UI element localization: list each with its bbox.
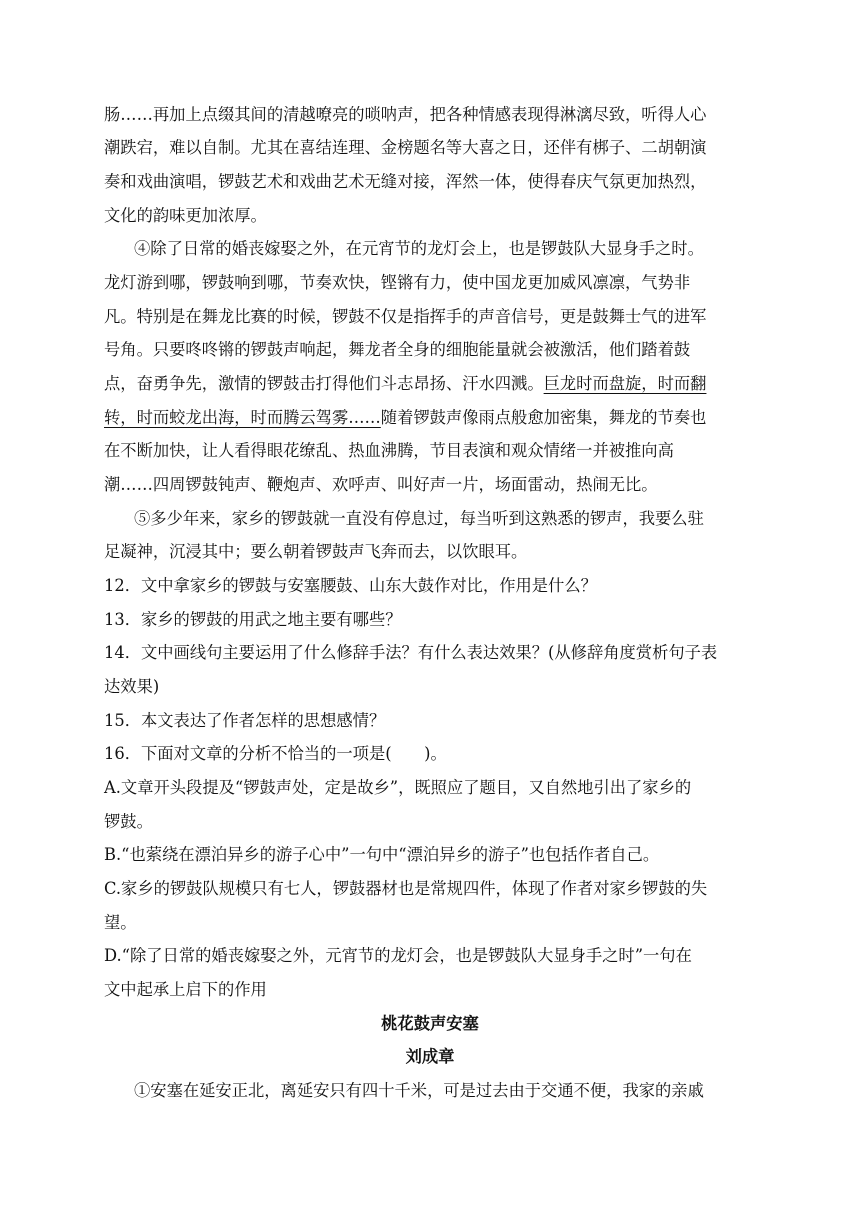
passage-title: 桃花鼓声安塞 <box>381 1014 479 1033</box>
passage-line: 奏和戏曲演唱，锣鼓艺术和戏曲艺术无缝对接，浑然一体，使得春庆气氛更加热烈， <box>104 172 707 191</box>
paragraph-4-line: 潮……四周锣鼓钝声、鞭炮声、欢呼声、叫好声一片，场面雷动，热闹无比。 <box>104 475 658 494</box>
passage-line: 肠……再加上点缀其间的清越嘹亮的唢呐声，把各种情感表现得淋漓尽致，听得人心 <box>104 105 707 124</box>
question-12: 12．文中拿家乡的锣鼓与安塞腰鼓、山东大鼓作对比，作用是什么？ <box>104 576 597 595</box>
question-13: 13．家乡的锣鼓的用武之地主要有哪些？ <box>104 610 402 629</box>
paragraph-4-line <box>104 373 706 395</box>
paragraph-5-line: ⑤多少年来，家乡的锣鼓就一直没有停息过，每当听到这熟悉的锣声，我要么驻 <box>134 509 704 528</box>
plain-text: 点，奋勇争先，激情的锣鼓击打得他们斗志昂扬、汗水四溅。 <box>104 374 544 393</box>
underlined-sentence: 巨龙时而盘旋，时而翻 <box>543 374 707 393</box>
option-d: D.“除了日常的婚丧嫁娶之外，元宵节的龙灯会，也是锣鼓队大显身手之时”一句在 <box>104 946 692 965</box>
option-a: A.文章开头段提及“锣鼓声处，定是故乡”，既照应了题目，又自然地引出了家乡的 <box>104 778 692 797</box>
paragraph-4-line <box>104 407 706 429</box>
option-a-cont: 锣鼓。 <box>104 812 153 831</box>
option-c-cont: 望。 <box>104 913 137 932</box>
paragraph-4-line: 龙灯游到哪，锣鼓响到哪，节奏欢快，铿锵有力，使中国龙更加威风凛凛，气势非 <box>104 273 691 292</box>
paragraph-5-line: 足凝神，沉浸其中；要么朝着锣鼓声飞奔而去，以饮眼耳。 <box>104 542 528 561</box>
question-16: 16．下面对文章的分析不恰当的一项是( )。 <box>104 744 447 763</box>
passage-author: 刘成章 <box>405 1047 455 1066</box>
paragraph-4-line: ④除了日常的婚丧嫁娶之外，在元宵节的龙灯会上，也是锣鼓队大显身手之时。 <box>134 239 704 258</box>
paragraph-4-line: 号角。只要咚咚锵的锣鼓声响起，舞龙者全身的细胞能量就会被激活，他们踏着鼓 <box>104 340 691 359</box>
option-c: C.家乡的锣鼓队规模只有七人，锣鼓器材也是常规四件，体现了作者对家乡锣鼓的失 <box>104 879 708 898</box>
option-b: B.“也萦绕在漂泊异乡的游子心中”一句中“漂泊异乡的游子”也包括作者自己。 <box>104 845 660 864</box>
passage-line: 潮跌宕，难以自制。尤其在喜结连理、金榜题名等大喜之日，还伴有梆子、二胡朝演 <box>104 138 707 157</box>
question-15: 15．本文表达了作者怎样的思想感情？ <box>104 711 386 730</box>
option-d-cont: 文中起承上启下的作用 <box>104 980 267 999</box>
underlined-sentence: 转，时而蛟龙出海，时而腾云驾雾…… <box>104 408 381 427</box>
plain-text: 随着锣鼓声像雨点般愈加密集，舞龙的节奏也 <box>380 408 707 427</box>
paragraph-4-line: 在不断加快，让人看得眼花缭乱、热血沸腾，节目表演和观众情绪一并被推向高 <box>104 441 674 460</box>
paragraph-4-line: 凡。特别是在舞龙比赛的时候，锣鼓不仅是指挥手的声音信号，更是鼓舞士气的进军 <box>104 307 707 326</box>
next-passage-line: ①安塞在延安正北，离延安只有四十千米，可是过去由于交通不便，我家的亲戚 <box>134 1081 704 1100</box>
question-14: 14．文中画线句主要运用了什么修辞手法？有什么表达效果？(从修辞角度赏析句子表 <box>104 643 718 662</box>
question-14-cont: 达效果) <box>104 677 160 696</box>
passage-line: 文化的韵味更加浓厚。 <box>104 206 267 225</box>
